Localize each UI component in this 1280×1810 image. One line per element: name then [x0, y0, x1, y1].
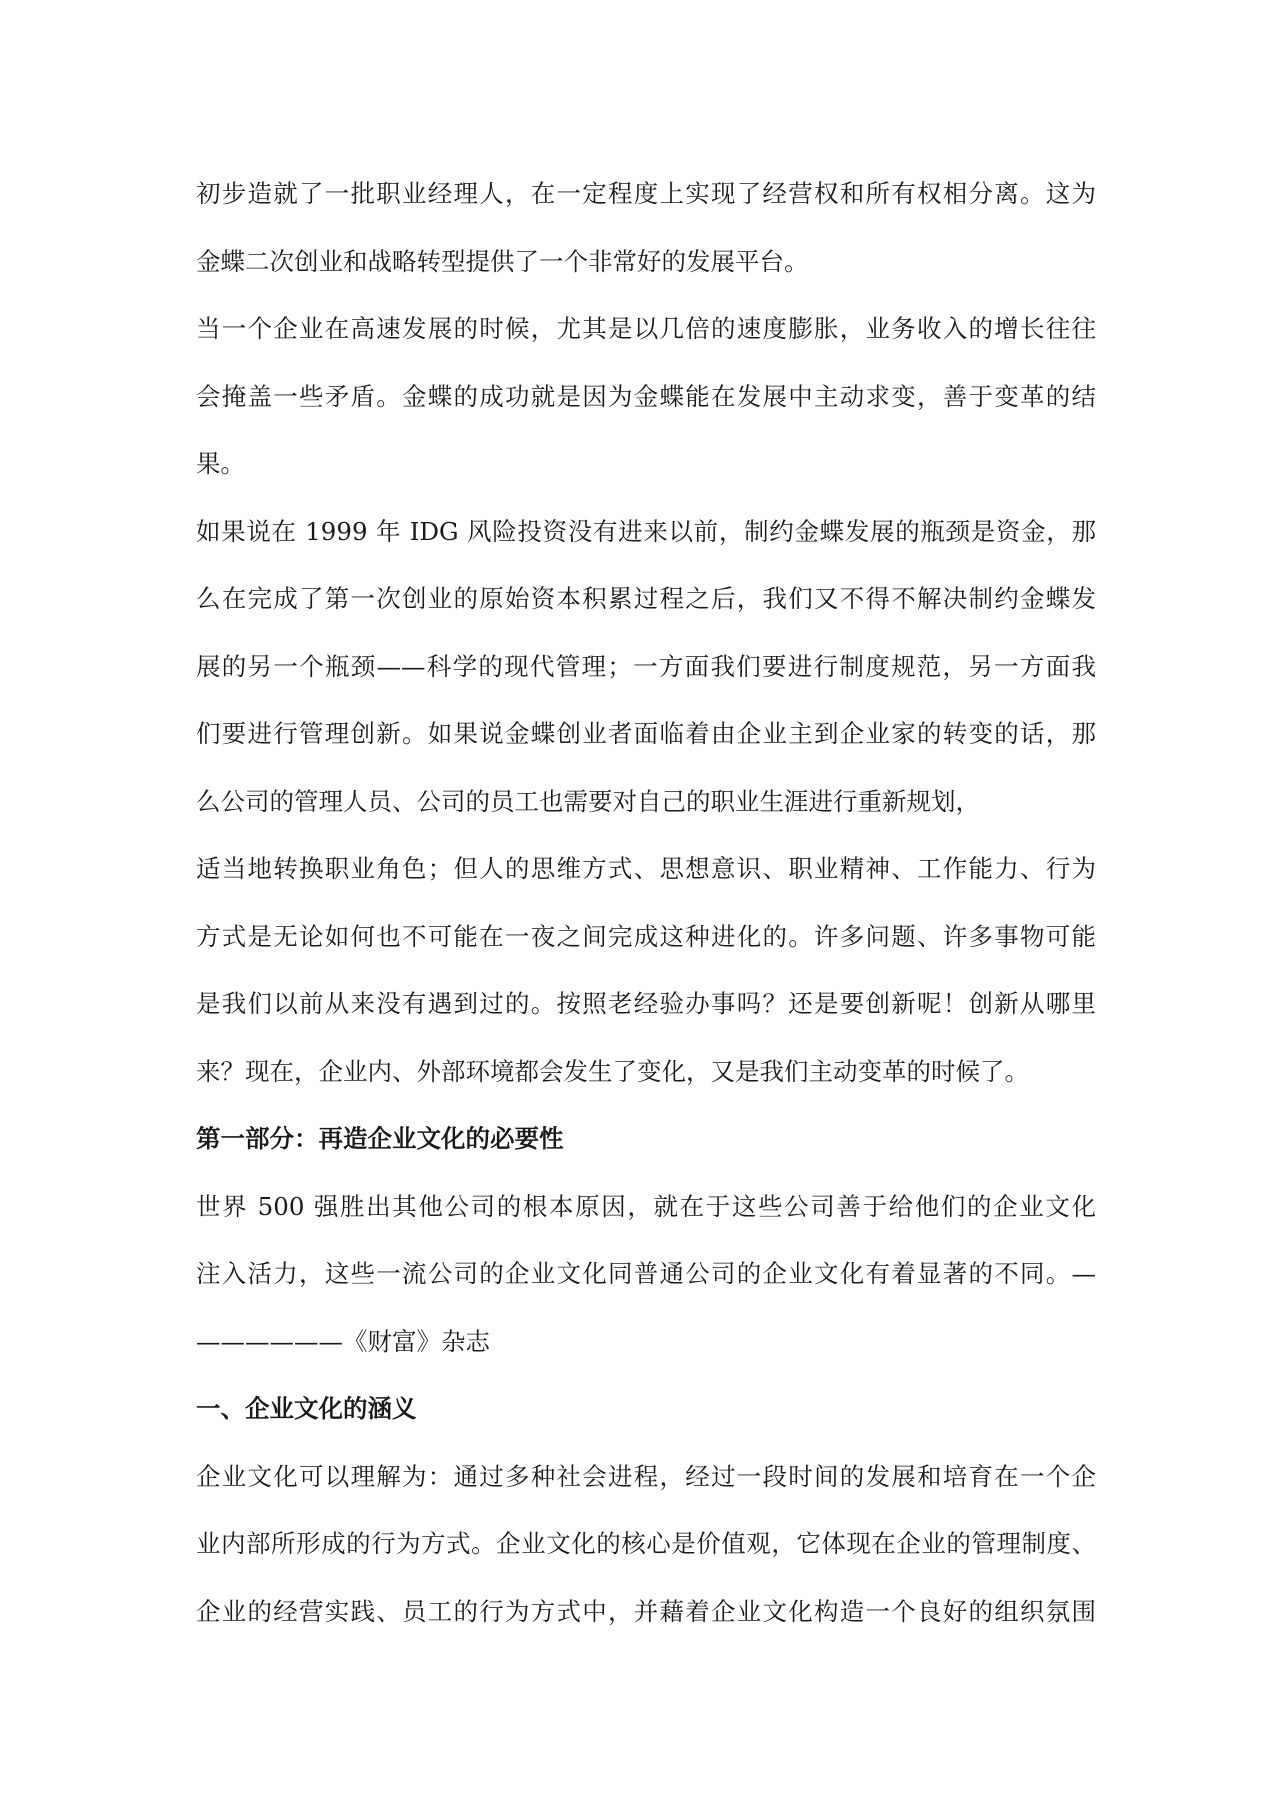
text-line: 企业的经营实践、员工的行为方式中，并藉着企业文化构造一个良好的组织氛围: [196, 1596, 1096, 1626]
text-line: 是我们以前从来没有遇到过的。按照老经验办事吗？还是要创新呢！创新从哪里: [196, 989, 1096, 1018]
document-body: [196, 160, 1096, 1645]
subsection-heading: 一、企业文化的涵义: [196, 1394, 417, 1423]
text-line: 业内部所形成的行为方式。企业文化的核心是价值观，它体现在企业的管理制度、: [196, 1529, 1096, 1558]
text-line: 金蝶二次创业和战略转型提供了一个非常好的发展平台。: [196, 246, 809, 276]
text-line: 当一个企业在高速发展的时候，尤其是以几倍的速度膨胀，业务收入的增长往往: [196, 314, 1096, 343]
text-line: 世界 500 强胜出其他公司的根本原因，就在于这些公司善于给他们的企业文化: [196, 1191, 1096, 1221]
text-line: 注入活力，这些一流公司的企业文化同普通公司的企业文化有着显著的不同。—: [196, 1259, 1096, 1288]
text-line: 来？现在，企业内、外部环境都会发生了变化，又是我们主动变革的时候了。: [196, 1056, 1029, 1086]
text-line: 们要进行管理创新。如果说金蝶创业者面临着由企业主到企业家的转变的话，那: [196, 719, 1096, 748]
section-heading: 第一部分：再造企业文化的必要性: [196, 1124, 564, 1153]
text-line: 适当地转换职业角色；但人的思维方式、思想意识、职业精神、工作能力、行为: [196, 854, 1096, 883]
text-line: 如果说在 1999 年 IDG 风险投资没有进来以前，制约金蝶发展的瓶颈是资金，那: [196, 516, 1096, 546]
text-line: 会掩盖一些矛盾。金蝶的成功就是因为金蝶能在发展中主动求变，善于变革的结: [196, 381, 1096, 411]
text-line: 企业文化可以理解为：通过多种社会进程，经过一段时间的发展和培育在一个企: [196, 1461, 1096, 1491]
text-line: 初步造就了一批职业经理人，在一定程度上实现了经营权和所有权相分离。这为: [196, 179, 1096, 208]
text-line: 方式是无论如何也不可能在一夜之间完成这种进化的。许多问题、许多事物可能: [196, 921, 1096, 951]
text-line: 展的另一个瓶颈——科学的现代管理；一方面我们要进行制度规范，另一方面我: [196, 651, 1096, 681]
text-line: 么公司的管理人员、公司的员工也需要对自己的职业生涯进行重新规划，: [196, 786, 980, 816]
text-line: 果。: [196, 449, 245, 478]
text-line: ——————《财富》杂志: [196, 1326, 490, 1356]
text-line: 么在完成了第一次创业的原始资本积累过程之后，我们又不得不解决制约金蝶发: [196, 584, 1096, 613]
